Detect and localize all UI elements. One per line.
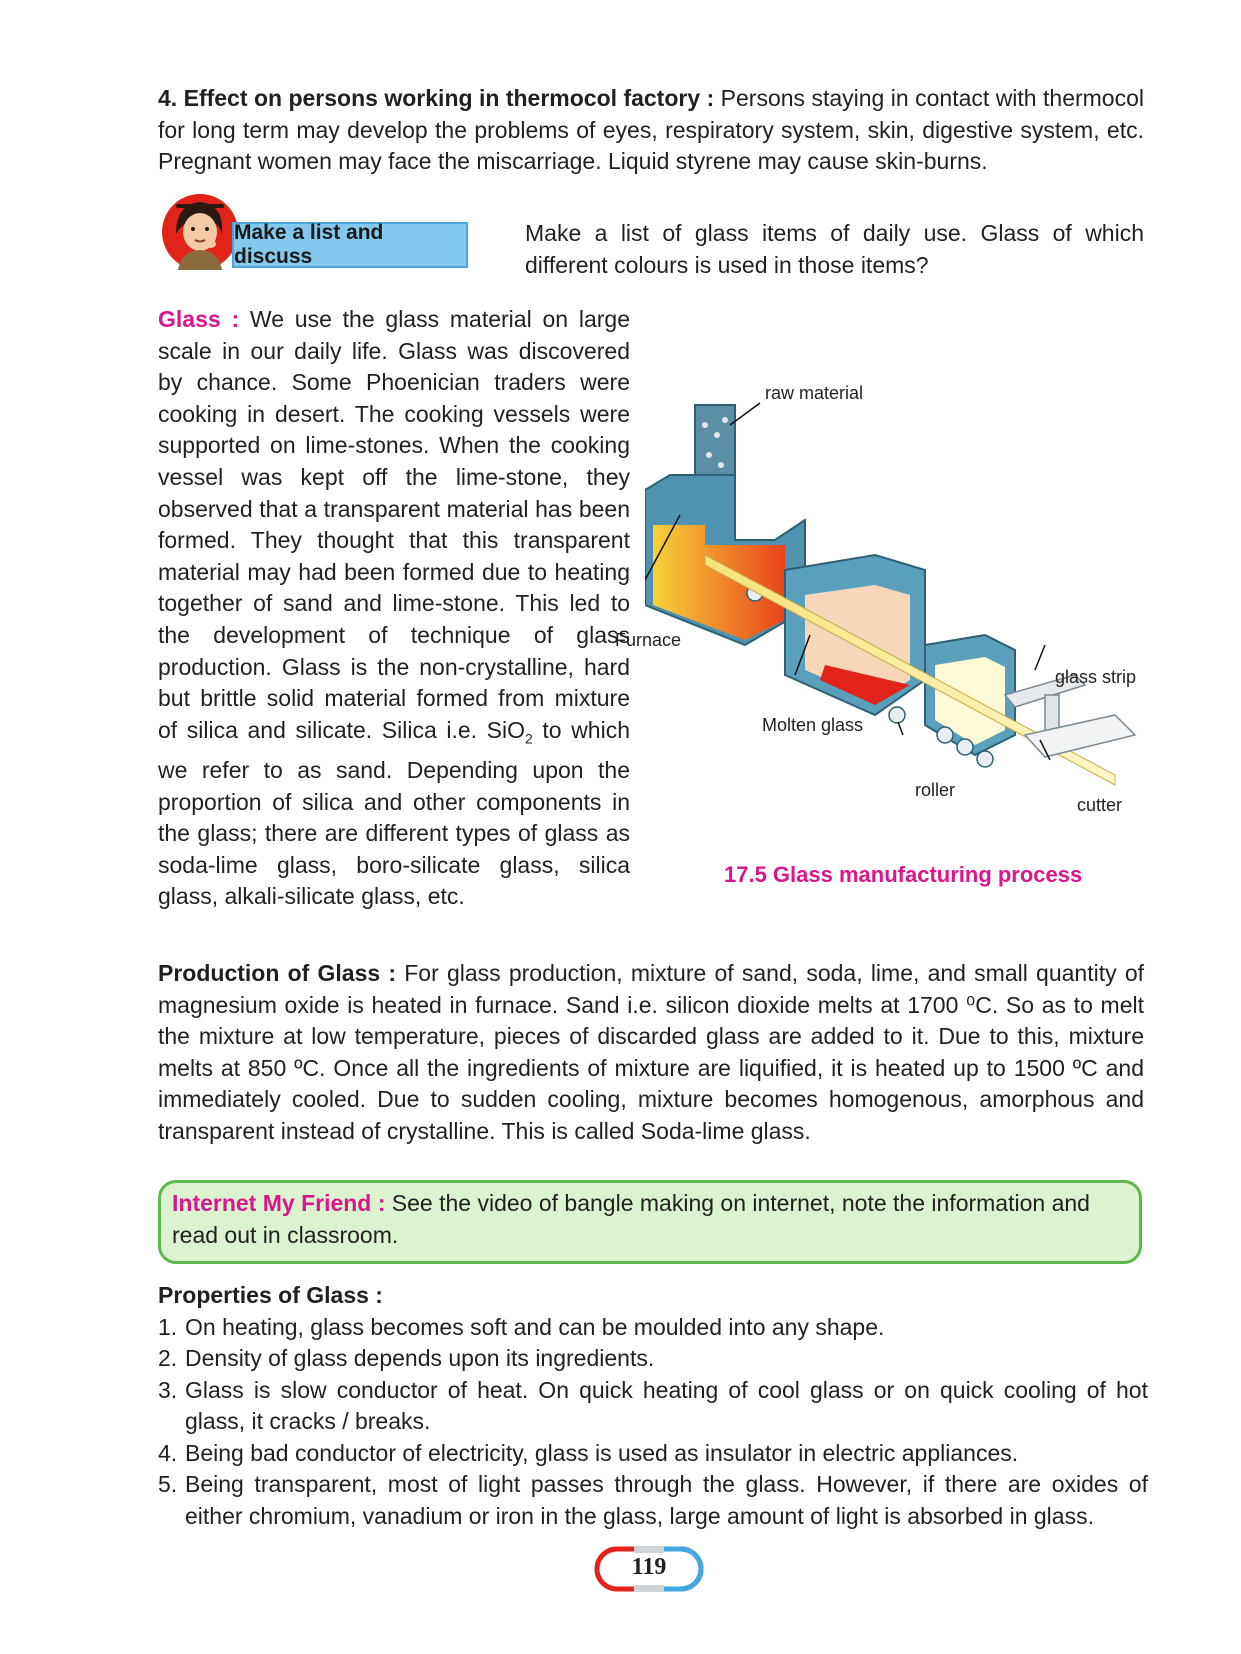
figure-caption: 17.5 Glass manufacturing process bbox=[724, 862, 1083, 887]
glass-text-b: to which we refer to as sand. Depending upon the proportion of silica and other components in the glass; there are different types of glass as soda-lime glass, boro-silicate glass, silica glass, alkali-silicate glass, etc. bbox=[158, 716, 630, 910]
list-item: 1. On heating, glass becomes soft and can be moulded into any shape. bbox=[158, 1313, 885, 1340]
discuss-badge bbox=[158, 190, 483, 272]
raw-material-label: raw material bbox=[765, 383, 864, 403]
list-item: 4. Being bad conductor of electricity, glass is used as insulator in electric appliances. bbox=[158, 1439, 1019, 1466]
production-heading: Production of Glass : bbox=[158, 960, 397, 986]
discuss-label-box bbox=[232, 222, 468, 268]
discuss-text: Make a list of glass items of daily use. Glass of which different colours is used in those items? bbox=[525, 220, 1144, 278]
section-4-paragraph bbox=[158, 83, 1144, 178]
internet-heading: Internet My Friend : bbox=[172, 1190, 386, 1216]
glass-heading: Glass : bbox=[158, 306, 240, 332]
section-4-text: Persons staying in contact with thermocol for long term may develop the problems of eyes, respiratory system, skin, digestive system, etc. Pregnant women may face the miscarriage. Liquid styrene may cause skin-burns. bbox=[158, 85, 1145, 174]
production-text: For glass production, mixture of sand, soda, lime, and small quantity of magnesium oxide is heated in furnace. Sand i.e. silicon dioxide melts at 1700 ⁰C. So as to melt the mixture at low temperature, pieces of discarded glass are added to it. Due to this, mixture melts at 850 ºC. Once all the ingredients of mixture are liquified, it is heated up to 1500 ºC and immediately cooled. Due to sudden cooling, mixture becomes homogenous, amorphous and transparent instead of crystalline. This is called Soda-lime glass. bbox=[158, 960, 1144, 1144]
molten-glass-label: Molten glass bbox=[762, 715, 864, 735]
list-item: 5. Being transparent, most of light passes through the glass. However, if there are oxides of either chromium, vanadium or iron in the glass, large amount of light is absorbed in glass. bbox=[158, 1471, 1148, 1529]
glass-paragraph bbox=[158, 304, 630, 913]
page-number-badge bbox=[594, 1546, 704, 1592]
section-4-heading: 4. Effect on persons working in thermocol factory : bbox=[158, 85, 715, 111]
glass-manufacturing-diagram bbox=[615, 383, 1145, 850]
furnace-label: Furnace bbox=[615, 630, 682, 650]
list-item: 2. Density of glass depends upon its ingredients. bbox=[158, 1345, 655, 1371]
properties-section bbox=[158, 1280, 1148, 1532]
glass-subscript: 2 bbox=[525, 730, 533, 747]
properties-heading: Properties of Glass : bbox=[158, 1282, 383, 1308]
glass-strip-label: glass strip bbox=[1055, 667, 1137, 687]
furnace-illustration bbox=[645, 395, 1145, 850]
page-number: 119 bbox=[631, 1554, 667, 1580]
internet-text: See the video of bangle making on internet, note the information and read out in classroom. bbox=[172, 1190, 1090, 1248]
roller-label: roller bbox=[915, 780, 956, 800]
cutter-label: cutter bbox=[1077, 795, 1123, 815]
glass-text-a: We use the glass material on large scale in our daily life. Glass was discovered by chance. Some Phoenician traders were cooking in desert. The cooking vessels were supported on lime-stones. When the cooking vessel was kept off the lime-stone, they observed that a transparent material has been formed. They thought that this transparent material may had been formed due to heating together of sand and lime-stone. This led to the development of technique of glass production. Glass is the non-crystalline, hard but brittle solid material formed from mixture of silica and silicate. Silica i.e. SiO bbox=[158, 306, 630, 743]
production-paragraph bbox=[158, 958, 1144, 1147]
list-item: 3. Glass is slow conductor of heat. On quick heating of cool glass or on quick cooling of hot glass, it cracks / breaks. bbox=[158, 1376, 1148, 1434]
internet-callout bbox=[172, 1188, 1130, 1251]
discuss-label: Make a list and discuss bbox=[234, 221, 384, 268]
